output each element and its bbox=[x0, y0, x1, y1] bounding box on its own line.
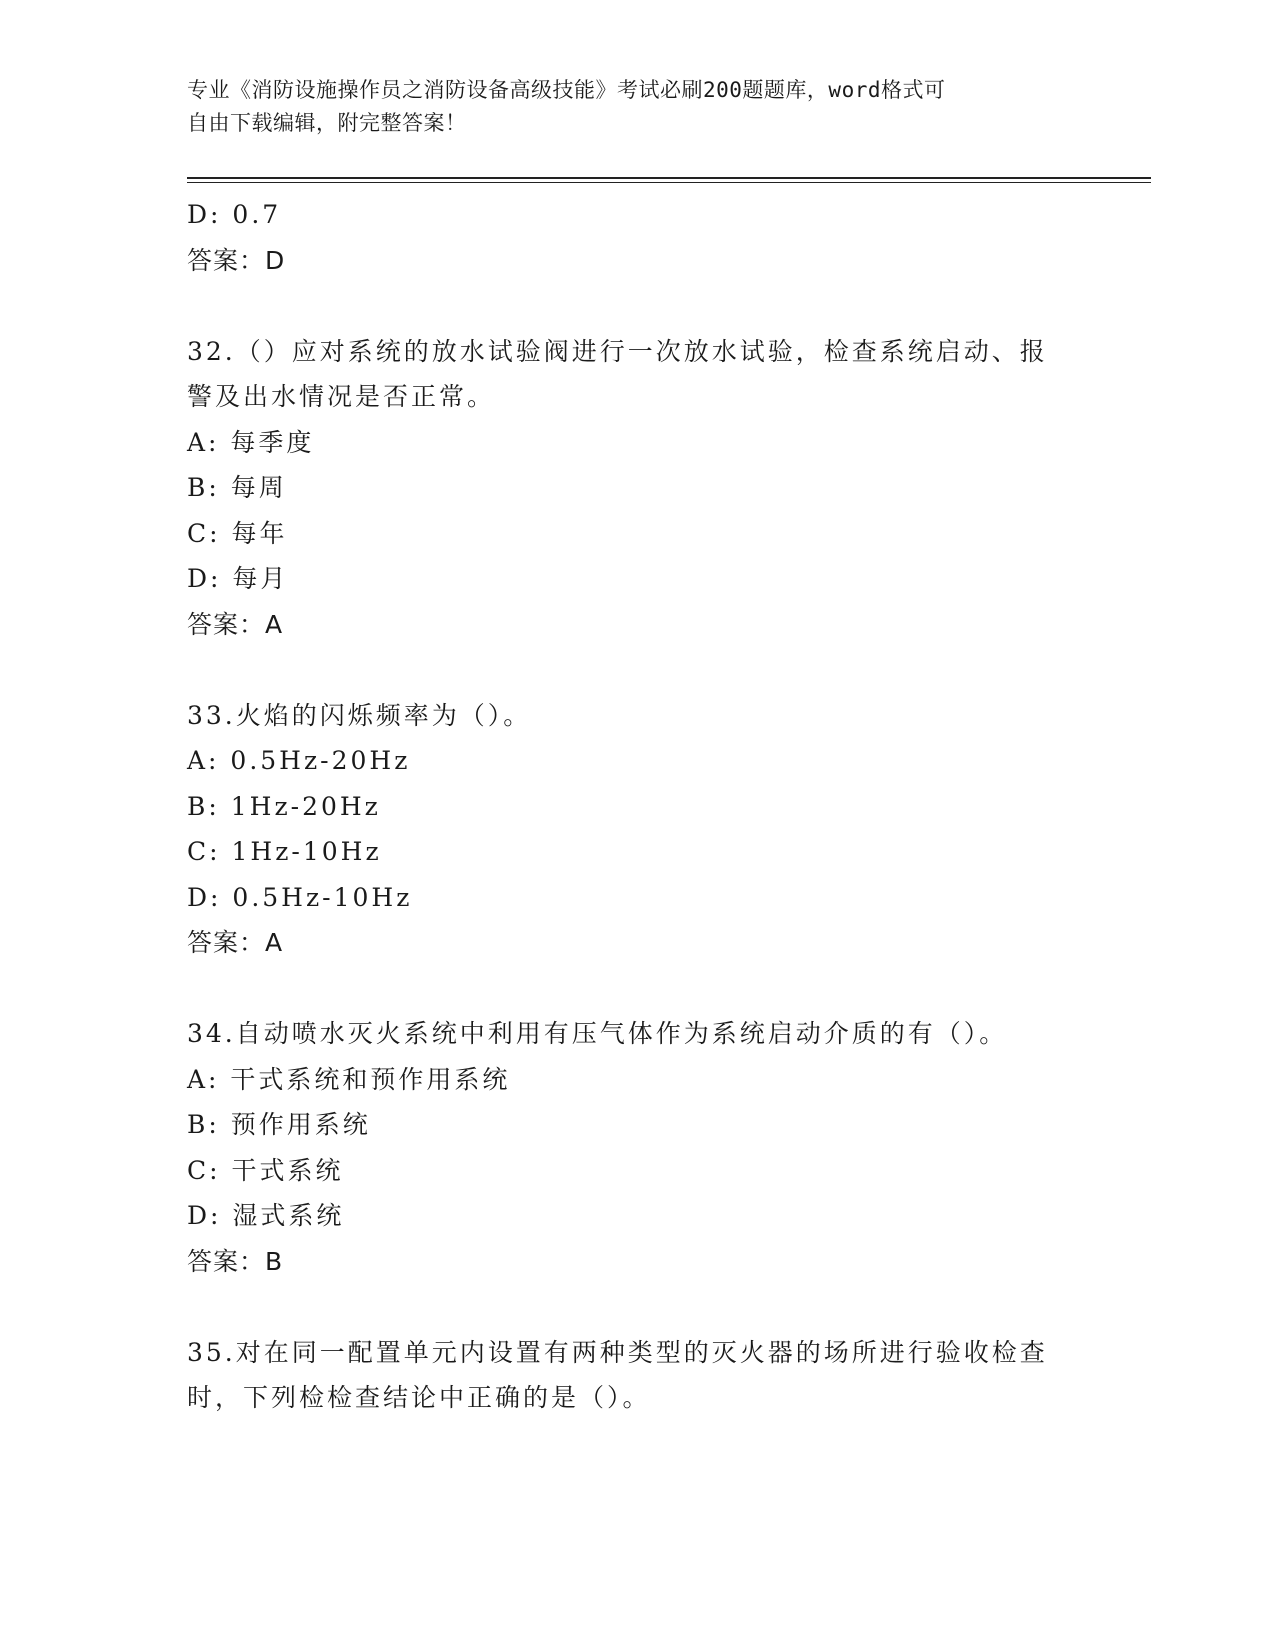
question-stem-line-1: 32.（）应对系统的放水试验阀进行一次放水试验，检查系统启动、报 bbox=[187, 336, 1048, 366]
option-c: C: 每年 bbox=[187, 518, 288, 548]
question-stem-line-1: 34.自动喷水灭火系统中利用有压气体作为系统启动介质的有（）。 bbox=[187, 1019, 1008, 1048]
answer: 答案：B bbox=[187, 1246, 284, 1276]
question-stem-line-1: 35.对在同一配置单元内设置有两种类型的灭火器的场所进行验收检查 bbox=[187, 1337, 1048, 1367]
option-b: B: 1Hz-20Hz bbox=[187, 791, 381, 821]
header-line-2: 自由下载编辑，附完整答案！ bbox=[187, 111, 467, 135]
question-35 bbox=[187, 1330, 1087, 1421]
option-a: A: 0.5Hz-20Hz bbox=[187, 746, 411, 775]
option-a: A: 每季度 bbox=[187, 427, 315, 457]
option-c: C: 干式系统 bbox=[187, 1155, 344, 1185]
question-34 bbox=[187, 1011, 1087, 1284]
answer: 答案：A bbox=[187, 609, 284, 639]
option-a: A: 干式系统和预作用系统 bbox=[187, 1064, 511, 1094]
option-d: D: 0.5Hz-10Hz bbox=[187, 882, 413, 912]
header-divider-thin bbox=[187, 182, 1151, 183]
question-stem-line-2: 时，下列检检查结论中正确的是（）。 bbox=[187, 1383, 651, 1412]
question-33 bbox=[187, 693, 1087, 966]
option-d: D: 湿式系统 bbox=[187, 1201, 345, 1230]
question-list bbox=[187, 192, 1087, 1421]
prev-option-d: D: 0.7 bbox=[187, 200, 282, 229]
question-32 bbox=[187, 329, 1087, 648]
prev-answer: 答案：D bbox=[187, 245, 286, 275]
question-stem-line-1: 33.火焰的闪烁频率为（）。 bbox=[187, 700, 532, 730]
answer: 答案：A bbox=[187, 928, 284, 957]
question-stem-line-2: 警及出水情况是否正常。 bbox=[187, 382, 496, 411]
header-line-1: 专业《消防设施操作员之消防设备高级技能》考试必刷200题题库，word格式可 bbox=[187, 78, 946, 102]
document-header bbox=[187, 74, 1067, 140]
header-divider-thick bbox=[187, 177, 1151, 179]
option-b: B: 每周 bbox=[187, 473, 287, 502]
option-b: B: 预作用系统 bbox=[187, 1110, 371, 1139]
option-d: D: 每月 bbox=[187, 564, 289, 593]
option-c: C: 1Hz-10Hz bbox=[187, 837, 382, 866]
